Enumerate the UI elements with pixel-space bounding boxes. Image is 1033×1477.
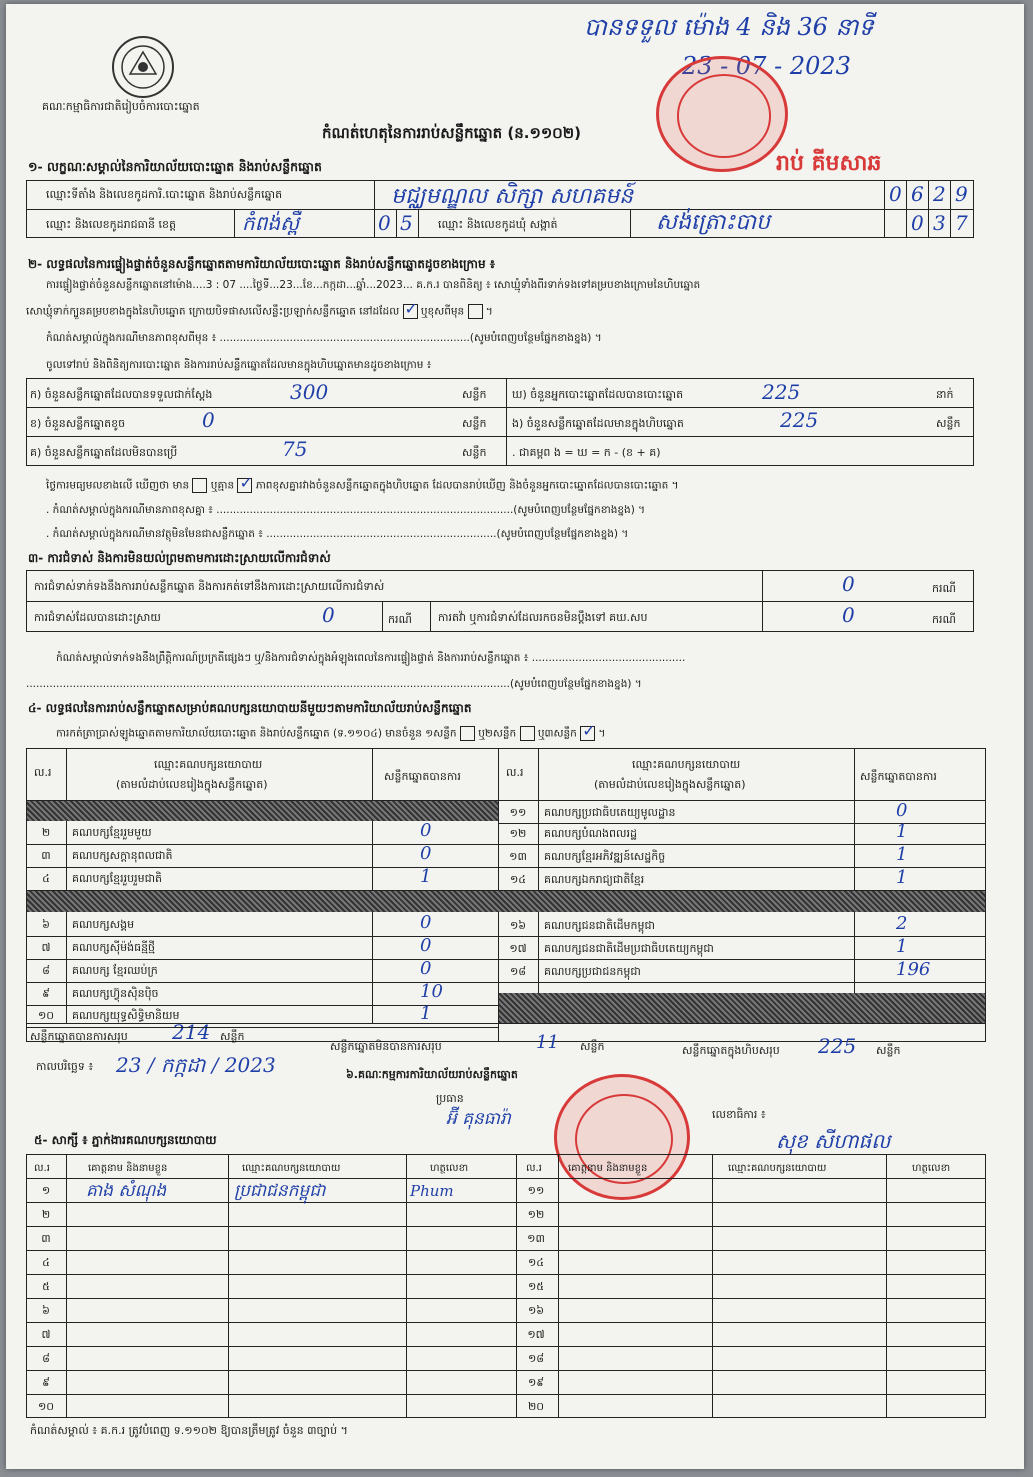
total-invalid-value: 11 — [536, 1032, 559, 1053]
right-row-party: គណបក្សប្រជាជនកម្ពុជា — [544, 965, 641, 978]
witness-no-right: ១៨ — [527, 1352, 545, 1365]
left-row-no: ២ — [41, 826, 51, 839]
right-row-votes: 1 — [896, 844, 908, 865]
col-no-right: ល.រ — [506, 766, 524, 779]
left-row-no: ៩ — [42, 987, 50, 1000]
row1-code-2: 2 — [933, 182, 946, 206]
obj-r2-value2: 0 — [842, 603, 855, 627]
witness-no-right: ១៩ — [527, 1376, 545, 1389]
gha-value: 225 — [762, 380, 801, 404]
shaded-block — [499, 993, 985, 1023]
row1-code-0: 0 — [889, 182, 902, 206]
section4-title: ៤- លទ្ធផលនៃការរាប់សន្លឹកឆ្នោតសម្រាប់គណបក្សនយោបាយនីមួយៗតាមការិយាល័យរាប់សន្លឹកឆ្នោត — [28, 701, 472, 715]
row2-label2: ឈ្មោះ និងលេខកូដឃុំ សង្កាត់ — [438, 218, 558, 231]
sheet3-checkbox[interactable]: ✓ — [582, 721, 596, 740]
s2-p2: សោឃ្មុំទាក់ក្បួនគម្របខាងក្នុងនៃហិបឆ្នោត ក្រោយបិទផាសលើសន្លឹះប្រឡាក់សន្លឹកឆ្នោត នៅដដែល ✓ ឬខុសពីមុន ។ — [26, 299, 493, 318]
s2-p3: កំណត់សម្គាល់ក្នុងករណីមានភាពខុសពីមុន ៖ ...........................................................................(សូមបំពេញបន្ថែមផ្នែកខាងខ្នង) ។ — [46, 332, 602, 344]
witness-no-right: ១៥ — [527, 1280, 545, 1293]
witness-no-right: ២០ — [527, 1400, 545, 1413]
row2-code2-1: 3 — [933, 211, 946, 235]
footer-note: កំណត់សម្គាល់ ៖ គ.ក.រ ត្រូវបំពេញ ទ.១១០២ ឱ្យបានត្រឹមត្រូវ ចំនួន ៣ច្បាប់ ។ — [30, 1424, 348, 1437]
section1-title: ១- លក្ខណៈសម្គាល់នៃការិយាល័យបោះឆ្នោត និងរាប់សន្លឹកឆ្នោត — [28, 159, 322, 174]
witness-no-left: ១០ — [37, 1400, 55, 1413]
left-row-no: ៨ — [42, 964, 50, 977]
left-row-party: គណបក្ស ខ្មែរឈប់ក្រ — [72, 964, 158, 977]
right-row-votes: 196 — [896, 959, 931, 980]
col-party-sub-right: (តាមលំដាប់លេខរៀងក្នុងសន្លឹកឆ្នោត) — [594, 778, 746, 791]
witness-no-left: ៥ — [42, 1280, 50, 1293]
witness-header: គោត្តនាម និងនាមខ្លួន — [88, 1163, 168, 1174]
date-value: 23 / កក្កដា / 2023 — [116, 1053, 276, 1077]
total-valid-value: 214 — [172, 1020, 211, 1044]
right-row-votes: 1 — [896, 821, 908, 842]
witness-no-right: ១២ — [527, 1208, 545, 1221]
left-row-votes: 0 — [420, 843, 432, 864]
witness-no-right: ១៧ — [527, 1328, 545, 1341]
ngo-value: 225 — [780, 408, 819, 432]
row1-code-3: 9 — [955, 182, 968, 206]
s2-p5: ថ្លៃការមធ្យមលខាងលើ ឃើញថា មាន ឬគ្មាន ✓ ភាពខុសគ្នារវាងចំនួនសន្លឹកឆ្នោតក្នុងហិបឆ្នោត ដែលបានរាប់ឃើញ និងចំនួនអ្នកបោះឆ្នោតដែលបានបោះឆ្នោត ។ — [46, 473, 679, 492]
right-row-no: ១២ — [509, 827, 527, 840]
left-row-party: គណបក្សខ្មែររួបរួមជាតិ — [72, 872, 163, 885]
left-row-votes: 10 — [420, 981, 443, 1002]
row1-code-1: 6 — [911, 182, 924, 206]
diff-no-checkbox[interactable]: ✓ — [239, 473, 253, 492]
col-party-sub-left: (តាមលំដាប់លេខរៀងក្នុងសន្លឹកឆ្នោត) — [116, 778, 268, 791]
form-title: កំណត់ហេតុនៃការរាប់សន្លឹកឆ្នោត (ន.១១០២) — [322, 124, 582, 142]
ka-value: 300 — [290, 380, 329, 404]
witness-header: ឈ្មោះគណបក្សនយោបាយ — [728, 1163, 827, 1174]
s2-p1: ការផ្ទៀងផ្ទាត់ចំនួនសន្លឹកឆ្នោតនៅម៉ោង....3 : 07 ....ថ្ងៃទី...23...ខែ...កក្កដា...ឆ្នាំ...2023... គ.ក.រ បានពិនិត្យ ៖ សោឃ្មុំទាំងពីរទាក់ទងទៅគម្របខាងក្រោមនៃហិបឆ្នោត — [46, 279, 701, 291]
total-invalid-label: សន្លឹកឆ្នោតមិនបានការសរុប — [330, 1040, 442, 1053]
obj-r2-label: ការជំទាស់ដែលបានដោះស្រាយ — [34, 611, 161, 624]
ka-unit: សន្លឹក — [462, 388, 487, 401]
witness-header: ឈ្មោះគណបក្សនយោបាយ — [242, 1163, 341, 1174]
witness-table — [26, 1154, 986, 1418]
obj-r2-unit: ករណី — [388, 613, 412, 626]
left-row-votes: 0 — [420, 958, 432, 979]
emblem-icon — [110, 34, 176, 100]
total-valid-unit: សន្លឹក — [220, 1030, 245, 1043]
col-party-left: ឈ្មោះគណបក្សនយោបាយ — [154, 758, 263, 771]
form-page — [6, 4, 1024, 1469]
kha-unit: សន្លឹក — [462, 417, 487, 430]
obj-r1-label: ការជំទាស់ទាក់ទងនឹងការរាប់សន្លឹកឆ្នោត និងការកត់ទៅនឹងការដោះស្រាយលើការជំទាស់ — [34, 580, 385, 593]
kha-label: ខ) ចំនួនសន្លឹកឆ្នោតខូច — [30, 417, 126, 430]
ngo-label: ង) ចំនួនសន្លឹកឆ្នោតដែលមានក្នុងហិបឆ្នោត — [512, 417, 684, 430]
shaded-row — [27, 801, 498, 821]
witness-no-left: ៧ — [41, 1328, 51, 1341]
obj-r2-label2: ការតវ៉ា ឬការជំទាស់ដែលរកចនមិនប្តឹងទៅ គឃ.សប — [438, 611, 648, 624]
col-party-right: ឈ្មោះគណបក្សនយោបាយ — [632, 758, 741, 771]
witness-no-right: ១៦ — [527, 1304, 545, 1317]
witness-no-right: ១១ — [527, 1184, 545, 1197]
right-row-votes: 2 — [896, 913, 908, 934]
left-row-party: គណបក្សសង្គម — [72, 918, 135, 931]
commune-stamp — [656, 56, 788, 172]
right-row-votes: 1 — [896, 936, 908, 957]
total-all-label: សន្លឹកឆ្នោតក្នុងហិបសរុប — [682, 1044, 780, 1057]
gha-label: ឃ) ចំនួនអ្នកបោះឆ្នោតដែលបានបោះឆ្នោត — [512, 388, 684, 401]
witness-no-left: ៦ — [42, 1304, 50, 1317]
witness-no-left: ៨ — [42, 1352, 50, 1365]
row2-value2: សង់ត្រោះបាប — [656, 210, 770, 235]
right-row-party: គណបក្សប្រជាធិបតេយ្យមូលដ្ឋាន — [544, 806, 676, 819]
witness-no-left: ៣ — [41, 1232, 51, 1245]
gha-unit: នាក់ — [936, 388, 954, 401]
kha-value: 0 — [202, 408, 215, 432]
ka-label: ក) ចំនួនសន្លឹកឆ្នោតដែលបានទទួលជាក់ស្តែង — [30, 388, 213, 401]
obj-r1-value: 0 — [842, 572, 855, 596]
right-row-party: គណបក្សជនជាតិដើមកម្ពុជា — [544, 919, 655, 932]
right-row-no: ១៦ — [509, 919, 527, 932]
witness-1-signature: Phum — [410, 1182, 454, 1200]
witness-1-party: ប្រជាជនកម្ពុជា — [234, 1181, 326, 1201]
row1-value: មជ្ឈមណ្ឌល សិក្សា សហគមន៍ — [391, 184, 634, 209]
right-row-party: គណបក្សជនជាតិដើមប្រជាធិបតេយ្យកម្ពុជា — [544, 942, 714, 955]
total-valid-label: សន្លឹកឆ្នោតបានការសរុប — [30, 1030, 128, 1043]
witness-header: ហត្ថលេខា — [912, 1163, 951, 1174]
right-row-votes: 1 — [896, 867, 908, 888]
ko-unit: សន្លឹក — [462, 446, 487, 459]
unchanged-checkbox[interactable]: ✓ — [404, 299, 418, 318]
col-votes-left: សន្លឹកឆ្នោតបានការ — [384, 770, 461, 783]
ko-label: គ) ចំនួនសន្លឹកឆ្នោតដែលមិនបានប្រើ — [30, 446, 178, 459]
right-row-no: ១៤ — [509, 873, 527, 886]
secretary-signature: សុខ សីហាផល — [776, 1129, 891, 1153]
s2-p6: . កំណត់សម្គាល់ក្នុងករណីមានភាពខុសគ្នា ៖ .........................................................................................(សូមបំពេញបន្ថែមផ្នែកខាងខ្នង) ។ — [46, 504, 646, 516]
ngo-unit: សន្លឹក — [936, 417, 961, 430]
right-row-party: គណបក្សខ្មែរអភិវឌ្ឍន៍សេដ្ឋកិច្ច — [544, 850, 666, 863]
row2-code2-2: 7 — [955, 211, 968, 235]
obj-note2: .................................................................................................................................................(សូមបំពេញបន្ថែមផ្នែកខាងខ្នង) ។ — [26, 678, 642, 690]
witness-1-name: គាង សំណុង — [86, 1181, 167, 1201]
row2-value: កំពង់ស្ពឺ — [242, 211, 300, 235]
left-row-votes: 0 — [420, 820, 432, 841]
witness-no-left: ៤ — [42, 1256, 50, 1269]
s4-intro: ការកត់ត្រាប្រាស់ឡូងឆ្នោតតាមការិយាល័យបោះឆ្នោត និងរាប់សន្លឹកឆ្នោត (ទ.១១០៤) មានចំនួន ១សន្លឹក ឬ២សន្លឹក ឬ៣សន្លឹក ✓ ។ — [56, 721, 606, 740]
obj-r2-unit2: ករណី — [932, 613, 956, 626]
left-row-no: ៤ — [42, 872, 50, 885]
chair-label: ប្រធាន — [436, 1092, 464, 1105]
formula: . ជាគម្ពព ង = ឃ = ក - (ខ + គ) — [512, 446, 661, 459]
received-date: 23 - 07 - 2023 — [682, 52, 851, 80]
right-row-votes: 0 — [896, 800, 908, 821]
left-row-party: គណបក្សសក្តានុពលជាតិ — [72, 849, 173, 862]
row2-label: ឈ្មោះ និងលេខកូដរាជធានី ខេត្ត — [46, 218, 176, 231]
left-row-party: គណបក្សយុទ្ធសិទ្ធិមានិយម — [72, 1009, 180, 1022]
witness-no-left: ៩ — [42, 1376, 50, 1389]
col-votes-right: សន្លឹកឆ្នោតបានការ — [860, 770, 937, 783]
section3-title: ៣- ការជំទាស់ និងការមិនយល់ព្រមតាមការដោះស្រាយលើការជំទាស់ — [28, 551, 331, 565]
left-row-party: គណបក្សស៊ីម៉ង់ធន្មីថ្មី — [72, 941, 156, 954]
witness-no-right: ១៣ — [527, 1232, 545, 1245]
witness-header: ល.រ — [34, 1163, 50, 1174]
s2-p7: . កំណត់សម្គាល់ក្នុងករណីមានវត្ថុមិនមែនជាសន្លឹកឆ្នោត ៖ .....................................................................(សូមបំពេញបន្ថែមផ្នែកខាងខ្នង) ។ — [46, 528, 629, 540]
sheet2-checkbox[interactable] — [520, 726, 535, 741]
obj-r2-value: 0 — [322, 603, 335, 627]
obj-note: កំណត់សម្គាល់ទាក់ទងនឹងព្រឹត្តិការណ៍ប្រក្រតីផ្សេងៗ ឬ/និងការជំទាស់ក្នុងអំឡុងពេលនៃការផ្ទៀងផ្ទាត់ និងការរាប់សន្លឹកឆ្នោត ៖ .............................................. — [56, 652, 686, 664]
row2-code-1: 5 — [400, 211, 413, 235]
left-row-no: ១០ — [37, 1009, 55, 1022]
right-row-no: ១១ — [509, 806, 527, 819]
shaded-row — [27, 890, 985, 912]
sheet1-checkbox[interactable] — [460, 726, 475, 741]
received-note: បានទទួល ម៉ោង 4 និង 36 នាទី — [584, 13, 874, 41]
left-row-votes: 0 — [420, 935, 432, 956]
chair-signature: អ៊ី គុនធារ៉ា — [446, 1109, 511, 1129]
right-row-no: ១៧ — [509, 942, 527, 955]
left-row-no: ៣ — [41, 849, 51, 862]
left-row-no: ៦ — [42, 918, 50, 931]
right-row-party: គណបក្សឯករាជ្យជាតិខ្មែរ — [544, 873, 645, 886]
left-row-party: គណបក្សខ្មែររួមមួយ — [72, 826, 152, 839]
row2-code-0: 0 — [378, 211, 391, 235]
secretary-label: លេខាធិការ ៖ — [712, 1108, 766, 1121]
row2-code2-0: 0 — [911, 211, 924, 235]
witness-no-left: ១ — [41, 1184, 51, 1197]
stamp-red-text: រាប់ គីមសាឆ — [776, 151, 882, 176]
total-invalid-unit: សន្លឹក — [580, 1040, 605, 1053]
ko-value: 75 — [282, 437, 308, 461]
witness-no-left: ២ — [41, 1208, 51, 1221]
s2-p4: ចូលទៅរាប់ និងពិនិត្យការបោះឆ្នោត និងការរាប់សន្លឹកឆ្នោតដែលមានក្នុងហិបឆ្នោតមានដូចខាងក្រោម ៖ — [46, 359, 432, 371]
total-all-unit: សន្លឹក — [876, 1044, 901, 1057]
row1-label: ឈ្មោះទីតាំង និងលេខកូដការិ.បោះឆ្នោត និងរាប់សន្លឹកឆ្នោត — [46, 188, 283, 201]
section5-title: ៥- សាក្សី ៖ ភ្នាក់ងារគណបក្សនយោបាយ — [34, 1133, 217, 1147]
obj-r1-unit: ករណី — [932, 582, 956, 595]
col-no-left: ល.រ — [34, 766, 52, 779]
left-row-no: ៧ — [41, 941, 51, 954]
right-row-no: ១៣ — [509, 850, 527, 863]
witness-header: ហត្ថលេខា — [430, 1163, 469, 1174]
diff-yes-checkbox[interactable] — [192, 478, 207, 493]
org-line: គណៈកម្មាធិការជាតិរៀបចំការបោះឆ្នោត — [42, 100, 200, 113]
committee-label: ៦.គណៈកម្មការការិយាល័យរាប់សន្លឹកឆ្នោត — [346, 1068, 518, 1081]
left-row-votes: 1 — [420, 1003, 432, 1024]
witness-no-right: ១៤ — [527, 1256, 545, 1269]
section2-title: ២- លទ្ធផលនៃការផ្ទៀងផ្ទាត់ចំនួនសន្លឹកឆ្នោតតាមការិយាល័យបោះឆ្នោត និងរាប់សន្លឹកឆ្នោតដូចខាងក្រោម ៖ — [28, 257, 496, 271]
left-row-party: គណបក្សហ៊្វុនស៊ិនប៉ិច — [72, 987, 159, 1000]
changed-checkbox[interactable] — [468, 304, 483, 319]
witness-header: គោត្តនាម និងនាមខ្លួន — [568, 1163, 648, 1174]
date-label: កាលបរិច្ឆេទ ៖ — [36, 1060, 94, 1073]
witness-header: ល.រ — [526, 1163, 542, 1174]
left-row-votes: 0 — [420, 912, 432, 933]
total-all-value: 225 — [818, 1034, 857, 1058]
right-row-no: ១៨ — [509, 965, 527, 978]
left-row-votes: 1 — [420, 866, 432, 887]
right-row-party: គណបក្សបំណងពលរដ្ឋ — [544, 827, 637, 840]
